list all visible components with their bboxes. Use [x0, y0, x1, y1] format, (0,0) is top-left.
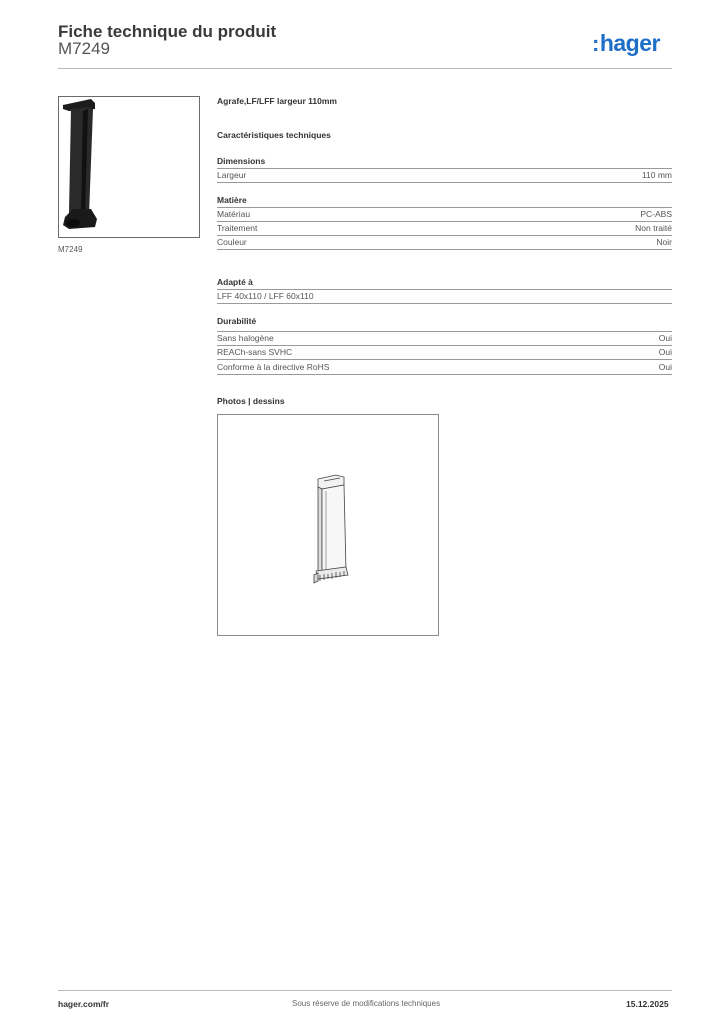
spec-key: Largeur — [217, 170, 247, 180]
hager-logo[interactable] — [592, 30, 660, 57]
spec-key: Traitement — [217, 223, 258, 233]
footer-website-link[interactable]: hager.com/fr — [58, 999, 110, 1009]
product-name: Agrafe,LF/LFF largeur 110mm — [217, 96, 337, 106]
spec-row — [217, 361, 672, 375]
spec-row — [217, 169, 672, 183]
spec-row — [217, 290, 672, 304]
clip-product-icon — [59, 97, 199, 237]
spec-value: Oui — [658, 333, 672, 343]
logo-text: hager — [599, 30, 660, 56]
spec-value: Noir — [656, 237, 672, 247]
spec-value: Non traité — [635, 223, 672, 233]
page-title: Fiche technique du produit — [58, 22, 277, 41]
section-title-durabilite: Durabilité — [217, 316, 257, 326]
spec-value: Oui — [658, 362, 672, 372]
footer-disclaimer: Sous réserve de modifications techniques — [292, 999, 441, 1008]
spec-key: LFF 40x110 / LFF 60x110 — [217, 291, 314, 301]
logo-dots: : — [592, 31, 599, 56]
spec-key: Matériau — [217, 209, 251, 219]
spec-value: 110 mm — [641, 170, 672, 180]
spec-key: Conforme à la directive RoHS — [217, 362, 330, 372]
product-image — [58, 96, 200, 238]
spec-key: Sans halogène — [217, 333, 274, 343]
spec-row — [217, 332, 672, 346]
spec-value: Oui — [658, 347, 672, 357]
footer-divider — [58, 990, 672, 991]
header-divider — [58, 68, 672, 69]
spec-row — [217, 346, 672, 360]
section-title-dimensions: Dimensions — [217, 156, 266, 166]
product-image-caption: M7249 — [58, 245, 83, 254]
clip-drawing-icon — [218, 415, 438, 635]
spec-row — [217, 222, 672, 236]
section-title-matiere: Matière — [217, 195, 247, 205]
spec-row — [217, 208, 672, 222]
footer-date: 15.12.2025 — [626, 999, 669, 1009]
technical-drawing — [217, 414, 439, 636]
spec-row — [217, 236, 672, 250]
spec-value: PC-ABS — [640, 209, 672, 219]
spec-key: Couleur — [217, 237, 247, 247]
spec-key: REACh-sans SVHC — [217, 347, 293, 357]
characteristics-heading: Caractéristiques techniques — [217, 130, 331, 140]
section-title-adapte: Adapté à — [217, 277, 253, 287]
section-title-photos: Photos | dessins — [217, 396, 285, 406]
product-reference: M7249 — [58, 39, 110, 58]
